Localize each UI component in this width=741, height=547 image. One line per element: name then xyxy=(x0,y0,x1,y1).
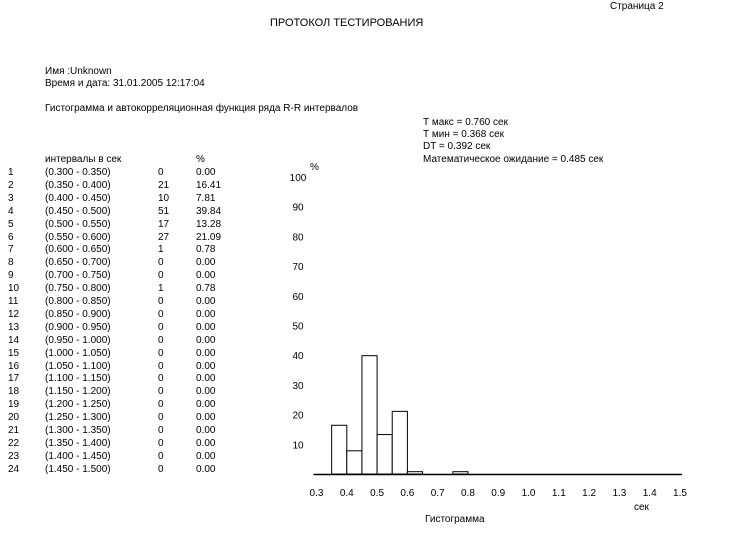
x-tick-label: 1.5 xyxy=(673,488,687,499)
row-interval: (1.200 - 1.250) xyxy=(45,399,111,411)
histogram-bar xyxy=(407,472,422,474)
row-interval: (0.800 - 0.850) xyxy=(45,296,111,307)
row-count: 0 xyxy=(158,360,164,372)
row-index: 13 xyxy=(8,321,20,333)
row-index: 17 xyxy=(8,373,20,385)
row-interval: (1.050 - 1.100) xyxy=(45,360,111,372)
x-tick-label: 1.1 xyxy=(551,488,566,499)
y-axis-label: % xyxy=(310,162,319,173)
row-interval: (1.100 - 1.150) xyxy=(45,373,111,385)
row-interval: (0.450 - 0.500) xyxy=(45,205,111,217)
y-tick-label: 30 xyxy=(292,380,304,392)
stat-t-min: Т мин = 0.368 сек xyxy=(423,129,505,140)
document-title: ПРОТОКОЛ ТЕСТИРОВАНИЯ xyxy=(270,17,424,29)
row-index: 6 xyxy=(8,231,14,243)
histogram-bar xyxy=(347,451,362,474)
test-datetime: Время и дата: 31.01.2005 12:17:04 xyxy=(45,78,205,89)
x-axis-label: сек xyxy=(634,502,649,513)
row-percent: 0.00 xyxy=(196,386,216,398)
row-count: 27 xyxy=(158,231,170,243)
row-percent: 13.28 xyxy=(196,218,222,230)
row-index: 21 xyxy=(8,425,20,436)
row-count: 0 xyxy=(158,270,164,282)
row-count: 0 xyxy=(158,334,164,346)
y-tick-label: 50 xyxy=(292,321,304,333)
row-count: 21 xyxy=(158,179,170,191)
row-percent: 0.00 xyxy=(196,412,216,424)
row-interval: (1.300 - 1.350) xyxy=(45,425,111,436)
row-interval: (1.000 - 1.050) xyxy=(45,347,111,359)
stat-dt: DT = 0.392 сек xyxy=(423,141,491,152)
x-tick-label: 1.4 xyxy=(642,488,657,499)
histogram-bar xyxy=(377,435,392,474)
x-tick-label: 0.5 xyxy=(370,488,385,499)
row-interval: (0.700 - 0.750) xyxy=(45,270,111,282)
row-interval: (1.450 - 1.500) xyxy=(45,463,111,475)
row-count: 0 xyxy=(158,167,164,178)
row-percent: 0.78 xyxy=(196,283,216,295)
row-index: 18 xyxy=(8,386,20,398)
row-index: 3 xyxy=(8,192,14,204)
row-count: 0 xyxy=(158,463,164,475)
y-tick-label: 60 xyxy=(292,291,304,303)
row-interval: (0.850 - 0.900) xyxy=(45,308,111,320)
y-tick-label: 10 xyxy=(292,440,304,452)
x-tick-label: 1.0 xyxy=(521,488,536,499)
row-count: 0 xyxy=(158,347,164,359)
row-interval: (0.650 - 0.700) xyxy=(45,257,111,269)
x-tick-label: 0.4 xyxy=(339,488,354,499)
row-percent: 0.00 xyxy=(196,321,216,333)
row-count: 0 xyxy=(158,308,164,320)
row-count: 10 xyxy=(158,192,170,204)
row-count: 17 xyxy=(158,218,170,230)
row-count: 0 xyxy=(158,296,164,307)
row-interval: (0.300 - 0.350) xyxy=(45,167,111,178)
row-index: 9 xyxy=(8,270,14,282)
row-index: 16 xyxy=(8,360,20,372)
row-percent: 0.00 xyxy=(196,373,216,385)
row-index: 14 xyxy=(8,334,20,346)
row-percent: 0.00 xyxy=(196,463,216,475)
row-count: 0 xyxy=(158,386,164,398)
row-index: 10 xyxy=(8,283,20,295)
row-percent: 0.00 xyxy=(196,360,216,372)
y-tick-label: 80 xyxy=(292,232,304,244)
row-index: 15 xyxy=(8,347,20,359)
row-index: 23 xyxy=(8,450,20,462)
row-count: 51 xyxy=(158,205,170,217)
row-percent: 0.00 xyxy=(196,425,216,436)
row-interval: (0.550 - 0.600) xyxy=(45,231,111,243)
y-tick-label: 70 xyxy=(292,262,304,274)
row-interval: (1.350 - 1.400) xyxy=(45,437,111,449)
row-percent: 0.00 xyxy=(196,257,216,269)
row-index: 24 xyxy=(8,463,20,475)
row-percent: 0.00 xyxy=(196,270,216,282)
row-interval: (1.250 - 1.300) xyxy=(45,412,111,424)
row-interval: (0.500 - 0.550) xyxy=(45,218,111,230)
row-count: 0 xyxy=(158,373,164,385)
row-percent: 0.00 xyxy=(196,167,216,178)
row-interval: (0.400 - 0.450) xyxy=(45,192,111,204)
table-header-interval: интервалы в сек xyxy=(45,154,122,165)
row-percent: 0.00 xyxy=(196,450,216,462)
row-count: 0 xyxy=(158,450,164,462)
row-percent: 39.84 xyxy=(196,205,222,217)
x-tick-label: 0.3 xyxy=(309,488,324,499)
histogram-bar xyxy=(332,425,347,474)
row-interval: (1.400 - 1.450) xyxy=(45,450,111,462)
x-tick-label: 1.2 xyxy=(582,488,597,499)
row-interval: (0.350 - 0.400) xyxy=(45,179,111,191)
histogram-bar xyxy=(453,472,468,474)
table-header-percent: % xyxy=(196,154,205,165)
row-index: 7 xyxy=(8,244,14,256)
row-index: 2 xyxy=(8,179,14,191)
x-tick-label: 1.3 xyxy=(612,488,627,499)
row-index: 11 xyxy=(8,296,19,307)
row-interval: (0.900 - 0.950) xyxy=(45,321,111,333)
row-percent: 0.00 xyxy=(196,334,216,346)
y-tick-label: 100 xyxy=(289,173,307,184)
x-tick-label: 0.6 xyxy=(400,488,415,499)
row-count: 0 xyxy=(158,257,164,269)
row-index: 19 xyxy=(8,399,20,411)
row-count: 0 xyxy=(158,425,164,436)
stat-expectation: Математическое ожидание = 0.485 сек xyxy=(423,154,604,165)
row-index: 12 xyxy=(8,308,20,320)
row-index: 4 xyxy=(8,205,14,217)
row-count: 1 xyxy=(158,283,164,295)
row-index: 1 xyxy=(8,167,14,178)
section-title: Гистограмма и автокорреляционная функция ряда R-R интервалов xyxy=(45,103,359,114)
x-tick-label: 0.7 xyxy=(430,488,445,499)
row-interval: (0.750 - 0.800) xyxy=(45,283,111,295)
row-percent: 0.78 xyxy=(196,244,216,256)
stat-t-max: Т макс = 0.760 сек xyxy=(423,117,508,128)
row-index: 5 xyxy=(8,218,14,230)
row-interval: (1.150 - 1.200) xyxy=(45,386,111,398)
page-number: Страница 2 xyxy=(610,1,664,12)
y-tick-label: 20 xyxy=(292,410,304,422)
row-interval: (0.600 - 0.650) xyxy=(45,244,111,256)
row-percent: 0.00 xyxy=(196,437,216,449)
row-percent: 0.00 xyxy=(196,399,216,411)
row-index: 22 xyxy=(8,437,20,449)
row-percent: 16.41 xyxy=(196,179,222,191)
y-tick-label: 40 xyxy=(292,351,304,363)
x-tick-label: 0.9 xyxy=(491,488,506,499)
chart-caption: Гистограмма xyxy=(425,514,485,525)
row-count: 0 xyxy=(158,437,164,449)
row-percent: 21.09 xyxy=(196,231,222,243)
patient-name: Имя :Unknown xyxy=(45,66,112,77)
row-count: 0 xyxy=(158,399,164,411)
row-count: 1 xyxy=(158,244,164,256)
histogram-bar xyxy=(392,411,407,474)
row-count: 0 xyxy=(158,412,164,424)
histogram-bar xyxy=(362,356,377,474)
row-percent: 0.00 xyxy=(196,347,216,359)
row-percent: 7.81 xyxy=(196,192,216,204)
row-percent: 0.00 xyxy=(196,296,216,307)
row-percent: 0.00 xyxy=(196,308,216,320)
row-count: 0 xyxy=(158,321,164,333)
y-tick-label: 90 xyxy=(292,202,304,214)
row-index: 8 xyxy=(8,257,14,269)
row-interval: (0.950 - 1.000) xyxy=(45,334,111,346)
row-index: 20 xyxy=(8,412,20,424)
x-tick-label: 0.8 xyxy=(461,488,475,499)
